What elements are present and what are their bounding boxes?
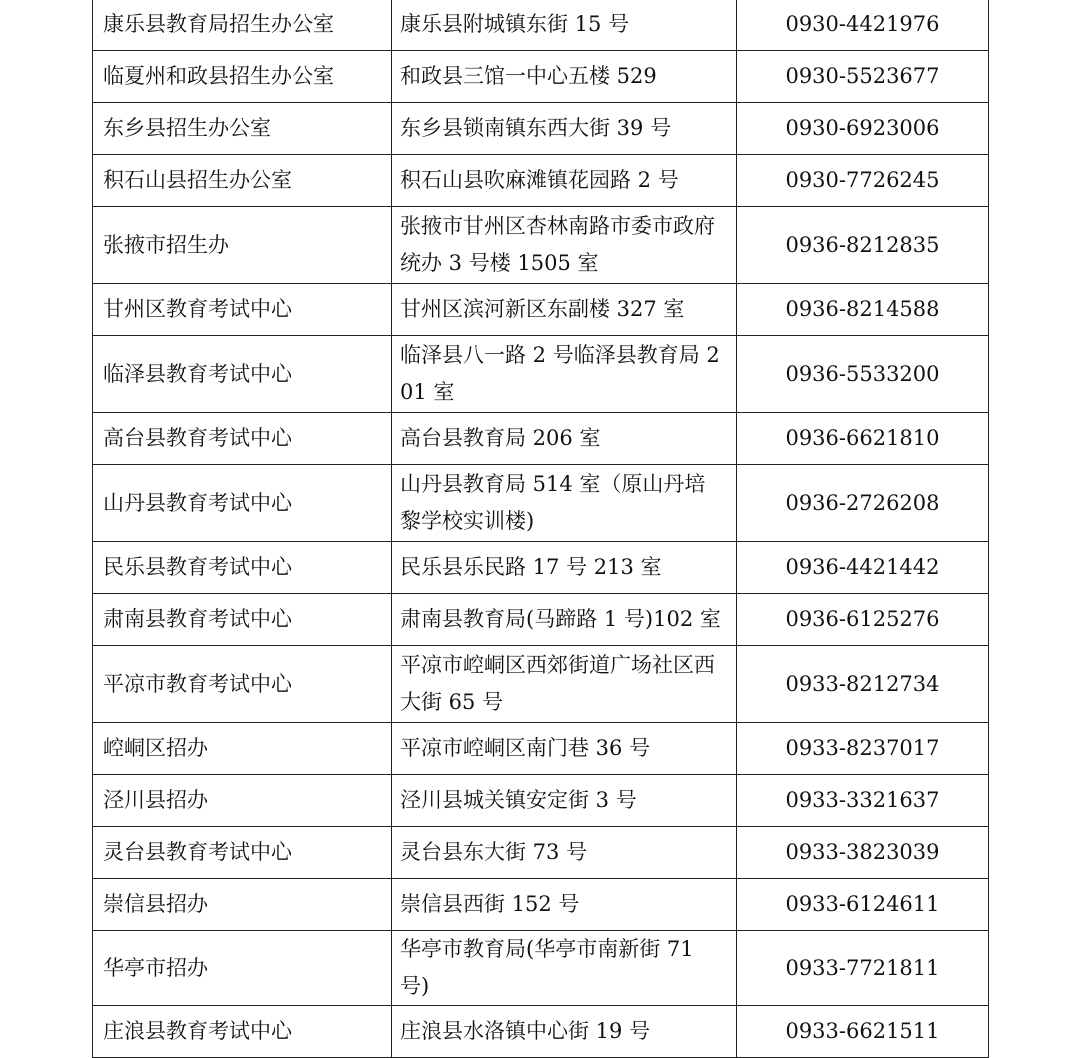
office-name: 庄浪县教育考试中心: [93, 1006, 392, 1058]
office-name: 积石山县招生办公室: [93, 155, 392, 207]
office-name: 甘州区教育考试中心: [93, 284, 392, 336]
table-row: [93, 284, 989, 336]
office-name: 民乐县教育考试中心: [93, 542, 392, 594]
office-name: 张掖市招生办: [93, 207, 392, 284]
table-row: [93, 51, 989, 103]
table-row: [93, 646, 989, 723]
office-name: 肃南县教育考试中心: [93, 594, 392, 646]
office-phone: 0933-7721811: [737, 931, 989, 1006]
office-phone: 0933-8237017: [737, 723, 989, 775]
office-phone: 0930-4421976: [737, 0, 989, 51]
office-address: 庄浪县水洛镇中心街 19 号: [392, 1006, 737, 1058]
office-name: 东乡县招生办公室: [93, 103, 392, 155]
office-phone: 0936-8214588: [737, 284, 989, 336]
office-address: 平凉市崆峒区南门巷 36 号: [392, 723, 737, 775]
contacts-table: [92, 0, 989, 1058]
table-row: [93, 1006, 989, 1058]
office-phone: 0930-5523677: [737, 51, 989, 103]
office-phone: 0936-4421442: [737, 542, 989, 594]
office-address: 康乐县附城镇东街 15 号: [392, 0, 737, 51]
office-name: 山丹县教育考试中心: [93, 465, 392, 542]
table-row: [93, 465, 989, 542]
office-address: 华亭市教育局(华亭市南新街 71 号): [392, 931, 737, 1006]
office-name: 高台县教育考试中心: [93, 413, 392, 465]
office-address: 高台县教育局 206 室: [392, 413, 737, 465]
table-row: [93, 827, 989, 879]
office-phone: 0933-8212734: [737, 646, 989, 723]
office-name: 泾川县招办: [93, 775, 392, 827]
office-address: 甘州区滨河新区东副楼 327 室: [392, 284, 737, 336]
office-address: 东乡县锁南镇东西大街 39 号: [392, 103, 737, 155]
office-address: 和政县三馆一中心五楼 529: [392, 51, 737, 103]
office-address: 平凉市崆峒区西郊街道广场社区西大街 65 号: [392, 646, 737, 723]
table-row: [93, 103, 989, 155]
table-row: [93, 0, 989, 51]
office-phone: 0933-6124611: [737, 879, 989, 931]
table-row: [93, 542, 989, 594]
office-name: 华亭市招办: [93, 931, 392, 1006]
office-address: 临泽县八一路 2 号临泽县教育局 201 室: [392, 336, 737, 413]
table-row: [93, 723, 989, 775]
table-row: [93, 775, 989, 827]
office-name: 灵台县教育考试中心: [93, 827, 392, 879]
office-name: 临泽县教育考试中心: [93, 336, 392, 413]
office-phone: 0936-8212835: [737, 207, 989, 284]
office-address: 灵台县东大街 73 号: [392, 827, 737, 879]
office-address: 民乐县乐民路 17 号 213 室: [392, 542, 737, 594]
office-name: 康乐县教育局招生办公室: [93, 0, 392, 51]
office-address: 肃南县教育局(马蹄路 1 号)102 室: [392, 594, 737, 646]
table-row: [93, 879, 989, 931]
office-address: 崇信县西街 152 号: [392, 879, 737, 931]
office-address: 张掖市甘州区杏林南路市委市政府统办 3 号楼 1505 室: [392, 207, 737, 284]
contacts-table-body: [93, 0, 989, 1058]
office-name: 平凉市教育考试中心: [93, 646, 392, 723]
table-row: [93, 594, 989, 646]
table-row: [93, 155, 989, 207]
office-address: 山丹县教育局 514 室（原山丹培黎学校实训楼): [392, 465, 737, 542]
table-row: [93, 413, 989, 465]
office-phone: 0930-7726245: [737, 155, 989, 207]
office-name: 崆峒区招办: [93, 723, 392, 775]
office-phone: 0936-5533200: [737, 336, 989, 413]
office-address: 泾川县城关镇安定街 3 号: [392, 775, 737, 827]
office-phone: 0930-6923006: [737, 103, 989, 155]
office-address: 积石山县吹麻滩镇花园路 2 号: [392, 155, 737, 207]
office-phone: 0936-6125276: [737, 594, 989, 646]
office-phone: 0933-3823039: [737, 827, 989, 879]
office-phone: 0936-6621810: [737, 413, 989, 465]
office-phone: 0933-6621511: [737, 1006, 989, 1058]
office-name: 崇信县招办: [93, 879, 392, 931]
table-row: [93, 931, 989, 1006]
office-phone: 0933-3321637: [737, 775, 989, 827]
office-phone: 0936-2726208: [737, 465, 989, 542]
office-name: 临夏州和政县招生办公室: [93, 51, 392, 103]
table-row: [93, 336, 989, 413]
table-row: [93, 207, 989, 284]
